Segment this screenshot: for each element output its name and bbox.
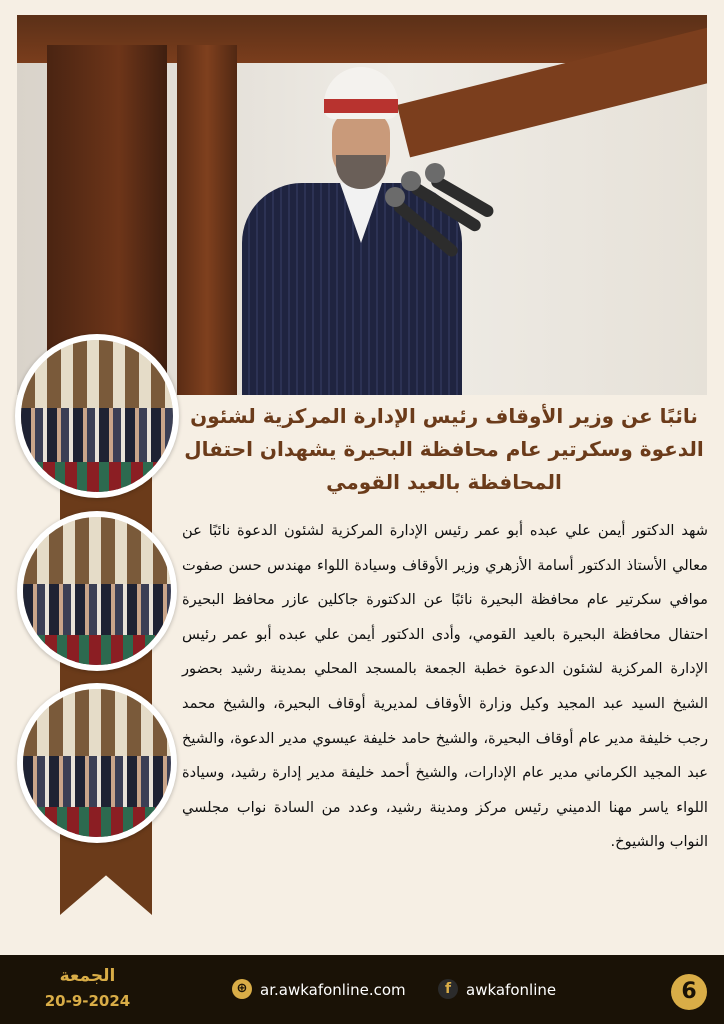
footer-date: 20-9-2024: [44, 992, 131, 1010]
facebook-link[interactable]: awkafonline: [466, 981, 557, 999]
article-title: نائبًا عن وزير الأوقاف رئيس الإدارة المركزية لشئون الدعوة وسكرتير عام محافظة البحيرة يشهدان احتفال المحافظة بالعيد القومي: [184, 404, 704, 494]
photo-circle-2: [17, 511, 177, 671]
article-body: شهد الدكتور أيمن علي عبده أبو عمر رئيس الإدارة المركزية لشئون الدعوة نائبًا عن معالي الأستاذ الدكتور أسامة الأزهري وزير الأوقاف وسيادة اللواء مهندس حسن صفوت موافي سكرتير عام محافظة البحيرة نائبًا عن الدكتورة جاكلين عازر محافظ البحيرة احتفال محافظة البحيرة بالعيد القومي، وأدى الدكتور أيمن علي عبده أبو عمر رئيس الإدارة المركزية لشئون الدعوة خطبة الجمعة بالمسجد المحلي بمدينة رشيد بحضور الشيخ السيد عبد المجيد وكيل وزارة الأوقاف لمديرية أوقاف البحيرة، والشيخ محمد رجب خليفة مدير عام أوقاف البحيرة، والشيخ حامد خليفة عيسوي مدير الدعوة، والشيخ عبد المجيد الكرماني مدير عام الإدارات، والشيخ أحمد خليفة مدير إدارة رشيد، وسيادة اللواء ياسر مهنا الدميني رئيس مركز ومدينة رشيد، وعدد من السادة نواب مجلسي النواب والشيوخ.: [182, 522, 708, 851]
speaker-figure: [232, 55, 472, 395]
facebook-icon: f: [438, 979, 458, 999]
globe-icon: ⊕: [232, 979, 252, 999]
website-link[interactable]: ar.awkafonline.com: [260, 981, 406, 999]
photo-circle-1: [15, 334, 179, 498]
photo-circle-3: [17, 683, 177, 843]
footer-day: الجمعة: [59, 966, 116, 986]
page-number-badge: 6: [671, 974, 707, 1010]
